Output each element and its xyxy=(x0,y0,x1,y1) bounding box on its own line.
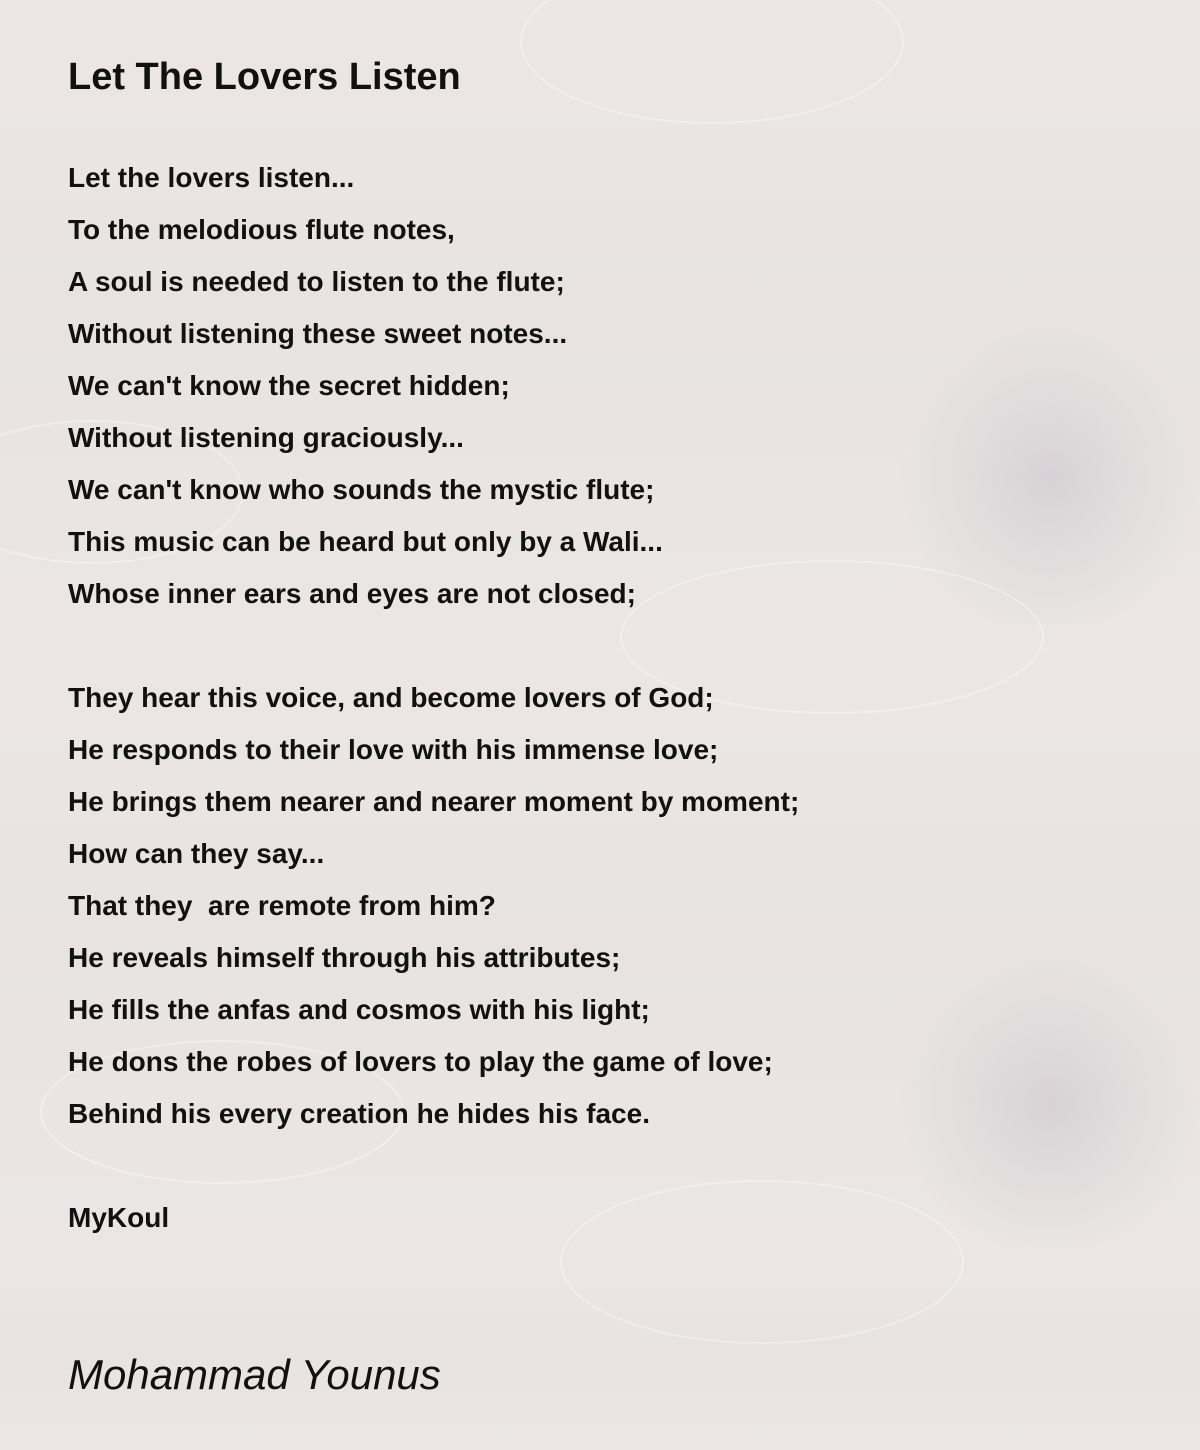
poem-line: Behind his every creation he hides his face. xyxy=(68,1098,650,1129)
poem-body xyxy=(68,152,1148,1244)
poem-line: He brings them nearer and nearer moment by moment; xyxy=(68,786,800,817)
poem-title: Let The Lovers Listen xyxy=(68,56,461,98)
poem-signature: MyKoul xyxy=(68,1202,170,1233)
poem-line: How can they say... xyxy=(68,838,325,869)
poem-line: A soul is needed to listen to the flute; xyxy=(68,266,565,297)
poem-line: He responds to their love with his immense love; xyxy=(68,734,719,765)
stanza-break xyxy=(68,1140,1148,1192)
stanza-break xyxy=(68,620,1148,672)
stanza-2 xyxy=(68,672,1148,1140)
poem-line: Whose inner ears and eyes are not closed; xyxy=(68,578,636,609)
poem-line: Let the lovers listen... xyxy=(68,162,355,193)
poem-line: That they are remote from him? xyxy=(68,890,496,921)
poem-line: He dons the robes of lovers to play the game of love; xyxy=(68,1046,773,1077)
author-name: Mohammad Younus xyxy=(68,1351,441,1398)
poem-line: They hear this voice, and become lovers of God; xyxy=(68,682,714,713)
poem-line: This music can be heard but only by a Wali... xyxy=(68,526,663,557)
poem-line: Without listening graciously... xyxy=(68,422,464,453)
poem-line: To the melodious flute notes, xyxy=(68,214,455,245)
poem-line: He reveals himself through his attributes; xyxy=(68,942,621,973)
poem-line: We can't know the secret hidden; xyxy=(68,370,510,401)
stanza-1 xyxy=(68,152,1148,620)
poem-line: Without listening these sweet notes... xyxy=(68,318,568,349)
poem-line: We can't know who sounds the mystic flute; xyxy=(68,474,655,505)
poem-line: He fills the anfas and cosmos with his light; xyxy=(68,994,650,1025)
